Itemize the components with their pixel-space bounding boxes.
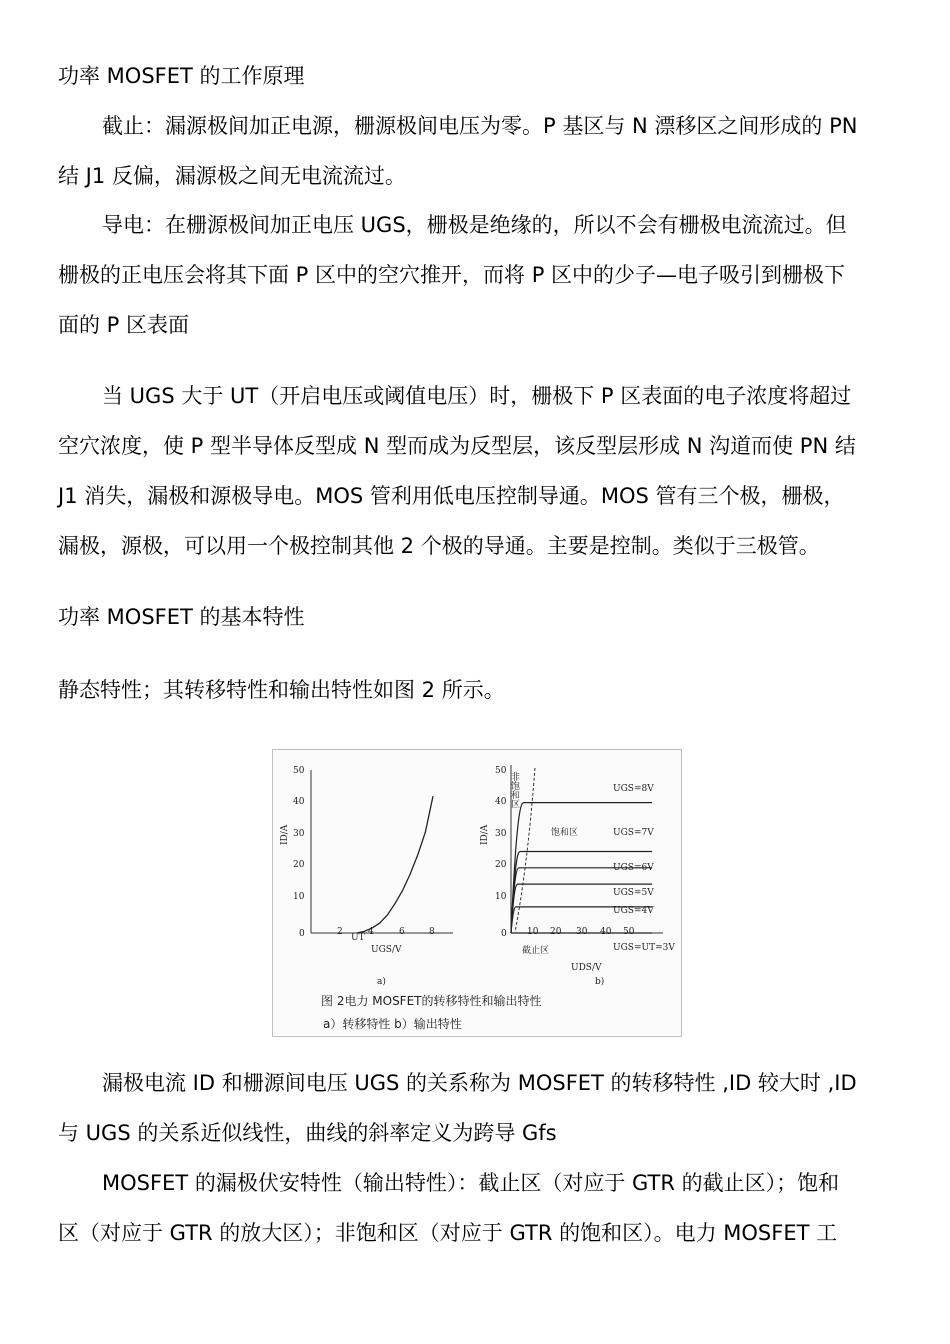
figure-2-svg — [273, 750, 681, 1036]
output-curve-label: UGS=4V — [613, 906, 654, 916]
transfer-chart — [280, 766, 453, 987]
output-y-tick: 30 — [495, 829, 507, 839]
section-title-basic-characteristics: 功率 MOSFET 的基本特性 — [58, 605, 305, 629]
output-x-tick: 40 — [600, 927, 612, 937]
output-chart — [480, 765, 675, 987]
paragraph-output-line-1: MOSFET 的漏极伏安特性（输出特性）：截止区（对应于 GTR 的截止区）；饱和 — [102, 1171, 840, 1195]
output-y-label: ID/A — [480, 824, 490, 845]
output-x-tick: 20 — [550, 927, 562, 937]
transfer-y-tick: 20 — [293, 860, 305, 870]
paragraph-output-line-2: 区（对应于 GTR 的放大区）；非饱和区（对应于 GTR 的饱和区）。电力 MOSFET 工 — [58, 1221, 838, 1245]
transfer-x-tick: 4 — [368, 927, 374, 937]
figure-subcaption: a）转移特性 b）输出特性 — [323, 1017, 462, 1031]
output-x-tick: 30 — [576, 927, 588, 937]
transfer-y-label: ID/A — [280, 824, 290, 845]
output-curve-label: UGS=6V — [613, 863, 654, 873]
output-region-nonsaturation: 非饱和区 — [509, 772, 519, 808]
paragraph-static-characteristics: 静态特性；其转移特性和输出特性如图 2 所示。 — [58, 678, 505, 702]
output-y-tick: 0 — [501, 929, 507, 939]
output-curve-label: UGS=7V — [613, 828, 654, 838]
transfer-x-label: UGS/V — [371, 945, 402, 955]
paragraph-ugs-line-2: 空穴浓度，使 P 型半导体反型成 N 型而成为反型层，该反型层形成 N 沟道而使 PN 结 — [58, 434, 856, 458]
output-panel-label: b) — [595, 977, 605, 987]
transfer-y-tick: 40 — [293, 797, 305, 807]
output-curve-label: UGS=5V — [613, 888, 654, 898]
output-region-cutoff: 截止区 — [522, 946, 550, 956]
transfer-y-tick: 0 — [299, 929, 305, 939]
transfer-y-tick: 30 — [293, 829, 305, 839]
transfer-x-tick: 8 — [429, 927, 435, 937]
output-y-tick: 40 — [495, 797, 507, 807]
paragraph-ugs-line-4: 漏极，源极，可以用一个极控制其他 2 个极的导通。主要是控制。类似于三极管。 — [58, 534, 820, 558]
output-x-tick: 50 — [623, 927, 635, 937]
output-y-tick: 50 — [495, 766, 507, 776]
output-curve-label: UGS=UT=3V — [613, 943, 675, 953]
paragraph-conduct-line-1: 导电：在栅源极间加正电压 UGS，栅极是绝缘的，所以不会有栅极电流流过。但 — [102, 213, 847, 237]
transfer-x-tick: 6 — [399, 927, 405, 937]
paragraph-ugs-line-1: 当 UGS 大于 UT（开启电压或阈值电压）时，栅极下 P 区表面的电子浓度将超过 — [102, 384, 852, 408]
transfer-panel-label: a) — [377, 977, 386, 987]
transfer-y-tick: 50 — [293, 766, 305, 776]
figure-caption: 图 2电力 MOSFET的转移特性和输出特性 — [321, 994, 542, 1008]
paragraph-transfer-line-1: 漏极电流 ID 和栅源间电压 UGS 的关系称为 MOSFET 的转移特性 ,ID 较大时 ,ID — [102, 1071, 857, 1095]
output-y-tick: 20 — [495, 860, 507, 870]
figure-2 — [272, 749, 682, 1037]
paragraph-conduct-line-3: 面的 P 区表面 — [58, 313, 190, 337]
output-curve-2 — [511, 868, 652, 933]
output-x-tick: 10 — [527, 927, 539, 937]
paragraph-conduct-line-2: 栅极的正电压会将其下面 P 区中的空穴推开，而将 P 区中的少子—电子吸引到栅极下 — [58, 263, 846, 287]
paragraph-ugs-line-3: J1 消失，漏极和源极导电。MOS 管利用低电压控制导通。MOS 管有三个极，栅极， — [58, 484, 845, 508]
output-curve-label: UGS=8V — [613, 784, 654, 794]
paragraph-cutoff-line-2: 结 J1 反偏，漏源极之间无电流流过。 — [58, 164, 406, 188]
transfer-ut-label: UT — [351, 933, 365, 943]
output-y-tick: 10 — [495, 892, 507, 902]
output-region-saturation: 饱和区 — [551, 828, 579, 838]
transfer-curve — [357, 796, 433, 933]
paragraph-cutoff-line-1: 截止：漏源极间加正电源，栅源极间电压为零。P 基区与 N 漂移区之间形成的 PN — [102, 114, 858, 138]
output-x-label: UDS/V — [571, 963, 602, 973]
transfer-y-tick: 10 — [293, 892, 305, 902]
transfer-x-tick: 2 — [337, 927, 343, 937]
paragraph-transfer-line-2: 与 UGS 的关系近似线性，曲线的斜率定义为跨导 Gfs — [58, 1121, 557, 1145]
section-title-working-principle: 功率 MOSFET 的工作原理 — [58, 64, 305, 88]
